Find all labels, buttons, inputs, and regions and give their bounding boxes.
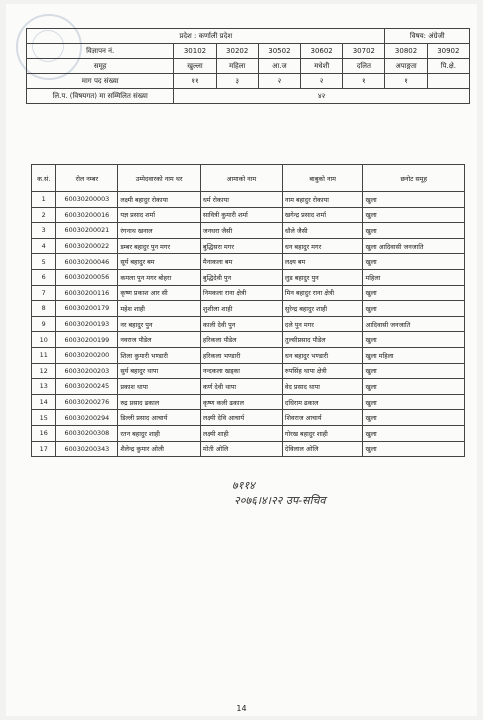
table-cell: 2 bbox=[32, 207, 56, 223]
table-cell: सावित्री कुमारी शर्मा bbox=[200, 207, 282, 223]
table-cell: महिला bbox=[363, 269, 465, 285]
table-cell: 9 bbox=[32, 316, 56, 332]
table-cell: लक्ष्मी शाही bbox=[200, 425, 282, 441]
table-cell: 17 bbox=[32, 441, 56, 457]
table-cell: नाम बहादुर रोकाया bbox=[282, 192, 363, 208]
summary-advert-cell: 30702 bbox=[343, 44, 385, 59]
summary-advert-cell: 30102 bbox=[174, 44, 216, 59]
table-cell: कर्ण देवी थापा bbox=[200, 379, 282, 395]
table-cell: खुला bbox=[363, 192, 465, 208]
table-row bbox=[32, 285, 465, 301]
table-cell: 13 bbox=[32, 379, 56, 395]
table-cell: दधिराम ढकाल bbox=[282, 394, 363, 410]
table-cell: जनधरा जैसी bbox=[200, 223, 282, 239]
summary-group-cell: मधेशी bbox=[301, 59, 343, 74]
summary-advert-cell: 30902 bbox=[427, 44, 469, 59]
table-cell: सुरेन्द्र बहादुर शाही bbox=[282, 301, 363, 317]
table-cell: दले पुन मगर bbox=[282, 316, 363, 332]
signature-title: उप-सचिव bbox=[285, 494, 326, 507]
table-cell: 3 bbox=[32, 223, 56, 239]
table-cell: नर बहादुर पुन bbox=[118, 316, 201, 332]
table-cell: 60030200016 bbox=[56, 207, 118, 223]
table-cell: रुद्र प्रसाद ढकाल bbox=[118, 394, 201, 410]
summary-demand-cell: २ bbox=[301, 74, 343, 89]
table-row bbox=[32, 223, 465, 239]
table-cell: हरिकला भण्डारी bbox=[200, 347, 282, 363]
summary-group-cell: पि.क्षे. bbox=[427, 59, 469, 74]
table-cell: वेद प्रसाद थापा bbox=[282, 379, 363, 395]
table-cell: तुल्सीप्रसाद पौडेल bbox=[282, 332, 363, 348]
signature-block bbox=[232, 478, 326, 508]
table-cell: 15 bbox=[32, 410, 56, 426]
summary-advert-cell: 30802 bbox=[385, 44, 427, 59]
summary-demand-cell: १ bbox=[385, 74, 427, 89]
table-cell: 60030200203 bbox=[56, 363, 118, 379]
table-cell: 7 bbox=[32, 285, 56, 301]
summary-advert-cell: 30602 bbox=[301, 44, 343, 59]
summary-table bbox=[26, 28, 470, 104]
table-cell: मैनाकला बम bbox=[200, 254, 282, 270]
table-row bbox=[32, 441, 465, 457]
signature-initials: ७११४ bbox=[232, 479, 255, 492]
table-cell: 60030200200 bbox=[56, 347, 118, 363]
table-cell: 4 bbox=[32, 238, 56, 254]
table-cell: डिल्ली प्रसाद आचार्य bbox=[118, 410, 201, 426]
table-cell: 60030200294 bbox=[56, 410, 118, 426]
summary-demand-cell: २ bbox=[258, 74, 300, 89]
summary-demand-cell: ११ bbox=[174, 74, 216, 89]
table-cell: 10 bbox=[32, 332, 56, 348]
table-cell: धौले जैसी bbox=[282, 223, 363, 239]
summary-demand-cell bbox=[427, 74, 469, 89]
candidate-table bbox=[31, 164, 465, 457]
province-label: प्रदेश : कर्णाली प्रदेश bbox=[27, 29, 385, 44]
summary-group-cell: आ.ज bbox=[258, 59, 300, 74]
summary-demand-cell: १ bbox=[343, 74, 385, 89]
table-cell: खुला bbox=[363, 379, 465, 395]
table-row bbox=[32, 301, 465, 317]
table-cell: लक्ष्य बम bbox=[282, 254, 363, 270]
column-header: बाबुको नाम bbox=[282, 165, 363, 192]
table-cell: 60030200343 bbox=[56, 441, 118, 457]
column-header: छनोट समूह bbox=[363, 165, 465, 192]
table-row bbox=[32, 254, 465, 270]
table-row bbox=[32, 238, 465, 254]
table-cell: शुशीला शाही bbox=[200, 301, 282, 317]
table-cell: आदिवासी जनजाति bbox=[363, 316, 465, 332]
table-cell: 60030200046 bbox=[56, 254, 118, 270]
table-cell: शिवराज आचार्य bbox=[282, 410, 363, 426]
table-cell: प्रकाश थापा bbox=[118, 379, 201, 395]
table-cell: खुला आदिवासी जनजाति bbox=[363, 238, 465, 254]
table-row bbox=[32, 316, 465, 332]
table-cell: मिन बहादुर राना क्षेत्री bbox=[282, 285, 363, 301]
table-cell: काली देवी पुन bbox=[200, 316, 282, 332]
summary-group-cell: महिला bbox=[216, 59, 258, 74]
table-cell: यज्ञ प्रसाद शर्मा bbox=[118, 207, 201, 223]
table-cell: नन्दकला खड्का bbox=[200, 363, 282, 379]
table-cell: 60030200056 bbox=[56, 269, 118, 285]
table-cell: 60030200276 bbox=[56, 394, 118, 410]
summary-advert-cell: 30202 bbox=[216, 44, 258, 59]
table-cell: 60030200116 bbox=[56, 285, 118, 301]
document-page bbox=[6, 4, 477, 716]
table-cell: मोती ओलि bbox=[200, 441, 282, 457]
column-header: आमाको नाम bbox=[200, 165, 282, 192]
table-row bbox=[32, 192, 465, 208]
summary-group-cell: अपाङ्गता bbox=[385, 59, 427, 74]
table-cell: डम्बर बहादुर पुन मगर bbox=[118, 238, 201, 254]
table-cell: सूर्य बहादुर बम bbox=[118, 254, 201, 270]
table-cell: बुद्धिदेवी पुन bbox=[200, 269, 282, 285]
group-label: समूह bbox=[27, 59, 174, 74]
table-row bbox=[32, 425, 465, 441]
table-cell: नवराज पौडेल bbox=[118, 332, 201, 348]
table-cell: खुला bbox=[363, 363, 465, 379]
total-label: लि.प. (विषयगत) मा सम्मिलित संख्या bbox=[27, 89, 174, 104]
table-cell: लक्ष्मी बहादुर रोकाया bbox=[118, 192, 201, 208]
table-cell: लुड बहादुर पुन bbox=[282, 269, 363, 285]
table-cell: 14 bbox=[32, 394, 56, 410]
table-row bbox=[32, 394, 465, 410]
demand-label: माग पद संख्या bbox=[27, 74, 174, 89]
table-cell: कमला पुन मगर बोहरा bbox=[118, 269, 201, 285]
table-cell: सुर्य बहादुर थापा bbox=[118, 363, 201, 379]
table-cell: खुला bbox=[363, 301, 465, 317]
table-cell: 60030200179 bbox=[56, 301, 118, 317]
table-cell: कृष्ण कली ढकाल bbox=[200, 394, 282, 410]
table-cell: खुला bbox=[363, 332, 465, 348]
subject-label: विषय: अंग्रेजी bbox=[385, 29, 470, 44]
total-value: ४२ bbox=[174, 89, 470, 104]
table-cell: निमकला राना क्षेत्री bbox=[200, 285, 282, 301]
table-cell: 60030200245 bbox=[56, 379, 118, 395]
table-cell: 11 bbox=[32, 347, 56, 363]
table-cell: 1 bbox=[32, 192, 56, 208]
table-cell: शिला कुमारी भण्डारी bbox=[118, 347, 201, 363]
table-row bbox=[32, 410, 465, 426]
table-cell: 60030200021 bbox=[56, 223, 118, 239]
table-cell: 6 bbox=[32, 269, 56, 285]
table-row bbox=[32, 363, 465, 379]
table-cell: खुला bbox=[363, 441, 465, 457]
table-cell: गोरख बहादुर शाही bbox=[282, 425, 363, 441]
table-row bbox=[32, 379, 465, 395]
table-row bbox=[32, 269, 465, 285]
table-cell: कृष्ण प्रकाश आर सी bbox=[118, 285, 201, 301]
table-cell: हरिकला पौडेल bbox=[200, 332, 282, 348]
table-row bbox=[32, 347, 465, 363]
column-header: रोल नम्बर bbox=[56, 165, 118, 192]
column-header: उम्मेदवारको नाम थर bbox=[118, 165, 201, 192]
page-number: 14 bbox=[236, 704, 247, 713]
summary-group-cell: खुल्ला bbox=[174, 59, 216, 74]
table-cell: बुद्धिसरा मगर bbox=[200, 238, 282, 254]
table-cell: 60030200003 bbox=[56, 192, 118, 208]
table-cell: खुला bbox=[363, 207, 465, 223]
table-row bbox=[32, 332, 465, 348]
table-cell: खुला bbox=[363, 223, 465, 239]
table-cell: रंगनाथ खनाल bbox=[118, 223, 201, 239]
column-header: क.सं. bbox=[32, 165, 56, 192]
table-cell: खुला bbox=[363, 425, 465, 441]
table-cell: 60030200022 bbox=[56, 238, 118, 254]
table-cell: खुला bbox=[363, 394, 465, 410]
table-cell: खुला bbox=[363, 410, 465, 426]
summary-demand-cell: ३ bbox=[216, 74, 258, 89]
table-cell: लक्ष्मी देवि आचार्य bbox=[200, 410, 282, 426]
table-cell: खुला महिला bbox=[363, 347, 465, 363]
table-row bbox=[32, 207, 465, 223]
table-cell: शैलेन्द्र कुमार ओली bbox=[118, 441, 201, 457]
table-cell: धन बहादुर मगर bbox=[282, 238, 363, 254]
table-cell: खुला bbox=[363, 285, 465, 301]
table-cell: देविलाल ओलि bbox=[282, 441, 363, 457]
summary-group-cell: दलित bbox=[343, 59, 385, 74]
table-cell: खगेन्द्र प्रसाद शर्मा bbox=[282, 207, 363, 223]
summary-advert-cell: 30502 bbox=[258, 44, 300, 59]
table-cell: 60030200199 bbox=[56, 332, 118, 348]
table-cell: महेश शाही bbox=[118, 301, 201, 317]
table-cell: 5 bbox=[32, 254, 56, 270]
table-cell: रुपसिंह थापा क्षेत्री bbox=[282, 363, 363, 379]
advert-label: विज्ञापन नं. bbox=[27, 44, 174, 59]
signature-date: २०७६।४।२२ bbox=[234, 494, 283, 507]
table-cell: 60030200193 bbox=[56, 316, 118, 332]
table-cell: धर्म रोकाया bbox=[200, 192, 282, 208]
table-cell: रतन बहादुर शाही bbox=[118, 425, 201, 441]
table-cell: 12 bbox=[32, 363, 56, 379]
table-cell: खुला bbox=[363, 254, 465, 270]
table-cell: धन बहादुर भण्डारी bbox=[282, 347, 363, 363]
table-cell: 8 bbox=[32, 301, 56, 317]
table-cell: 16 bbox=[32, 425, 56, 441]
table-cell: 60030200308 bbox=[56, 425, 118, 441]
